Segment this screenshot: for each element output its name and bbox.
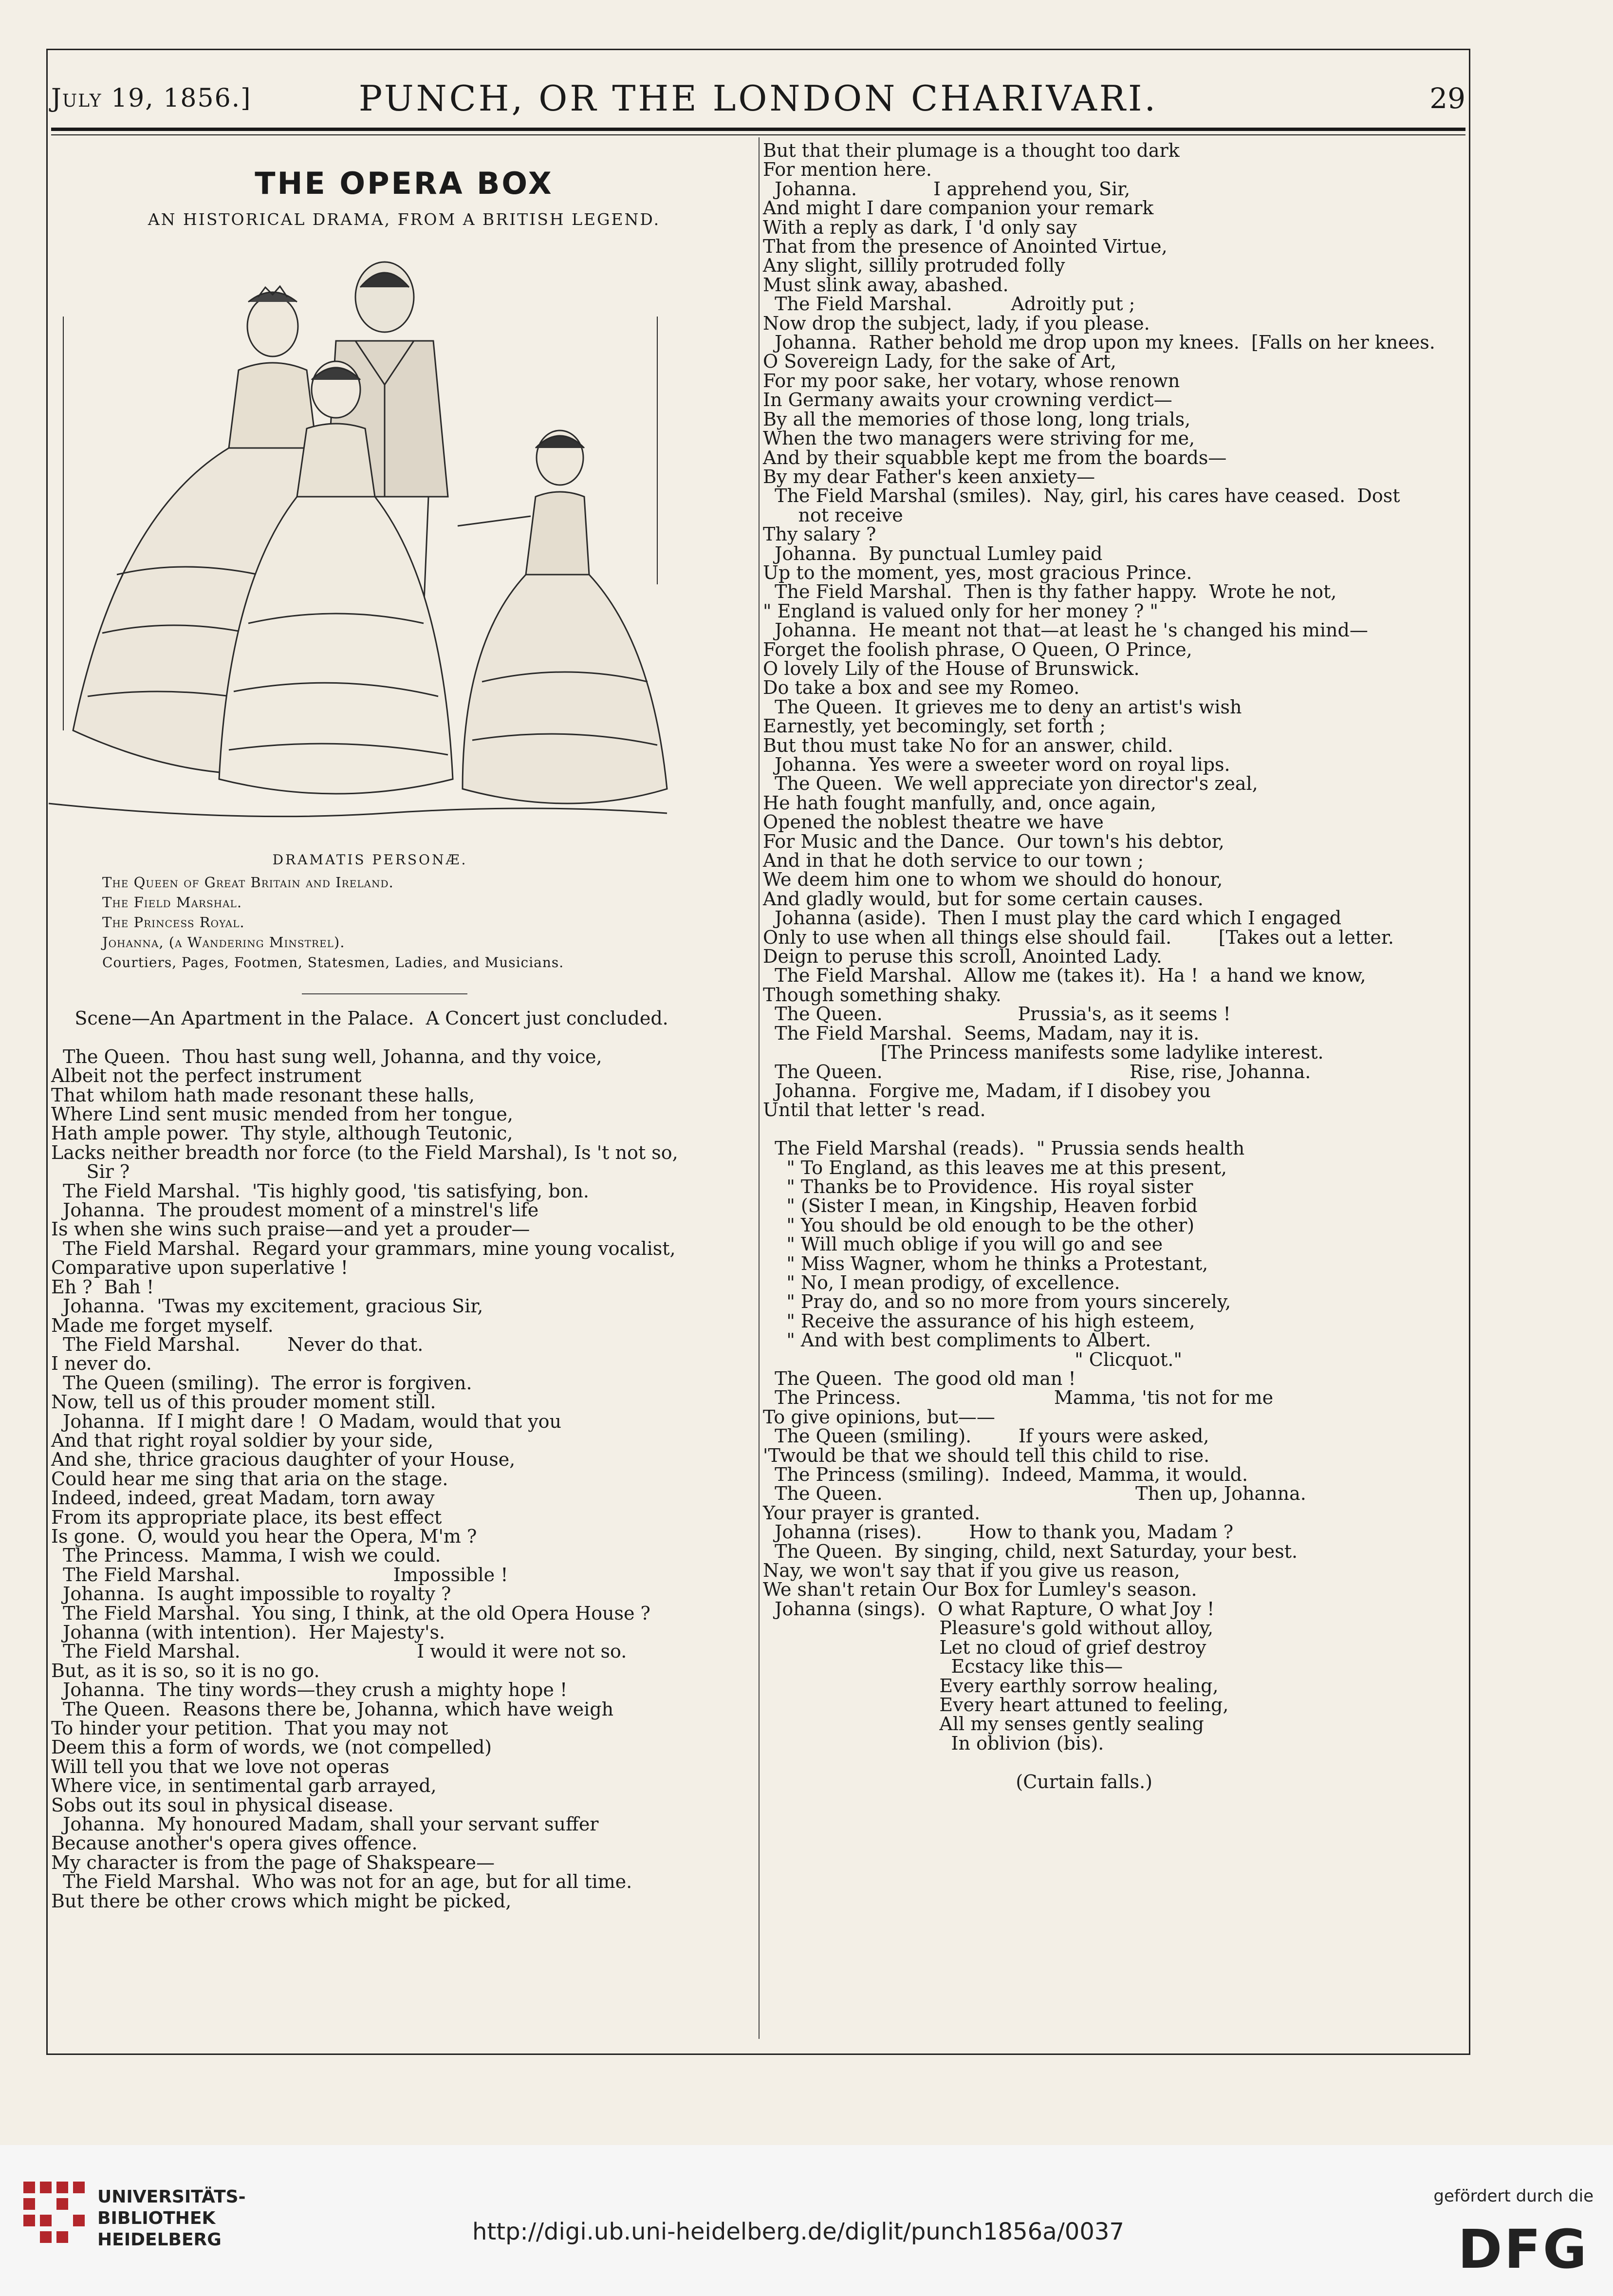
- text-line: " And with best compliments to Albert.: [763, 1329, 1151, 1351]
- text-line: " Receive the assurance of his high esteem,: [763, 1310, 1195, 1332]
- text-line: Johanna. He meant not that—at least he 's changed his mind—: [763, 619, 1368, 641]
- permalink-url[interactable]: http://digi.ub.uni-heidelberg.de/diglit/punch1856a/0037: [472, 2218, 1124, 2245]
- text-line: By all the memories of those long, long trials,: [763, 408, 1191, 430]
- text-line: O Sovereign Lady, for the sake of Art,: [763, 351, 1116, 373]
- persona-courtiers: Courtiers, Pages, Footmen, Statesmen, Ladies, and Musicians.: [102, 954, 564, 971]
- text-line: The Field Marshal (reads). " Prussia sends health: [763, 1138, 1245, 1159]
- text-line: " (Sister I mean, in Kingship, Heaven forbid: [763, 1195, 1198, 1217]
- text-line: The Queen. Thou hast sung well, Johanna, and thy voice,: [51, 1045, 602, 1067]
- text-line: Will tell you that we love not operas: [51, 1755, 389, 1777]
- text-line: Where Lind sent music mended from her tongue,: [51, 1103, 513, 1125]
- text-line: The Princess. Mamma, 'tis not for me: [763, 1387, 1274, 1409]
- text-line: The Queen. Rise, rise, Johanna.: [763, 1061, 1311, 1083]
- text-line: For my poor sake, her votary, whose renown: [763, 370, 1180, 392]
- text-line: Johanna. The tiny words—they crush a mighty hope !: [51, 1679, 568, 1701]
- text-line: The Princess. Mamma, I wish we could.: [51, 1545, 441, 1567]
- text-line: Scene—An Apartment in the Palace. A Concert just concluded.: [51, 1008, 668, 1029]
- text-line: Johanna. I apprehend you, Sir,: [763, 178, 1131, 200]
- text-line: The Field Marshal. Never do that.: [51, 1333, 424, 1355]
- text-line: In Germany awaits your crowning verdict—: [763, 389, 1172, 411]
- text-line: The Field Marshal. Who was not for an age, but for all time.: [51, 1871, 632, 1893]
- text-line: Up to the moment, yes, most gracious Prince.: [763, 561, 1192, 583]
- text-line: Hath ample power. Thy style, although Teutonic,: [51, 1122, 513, 1144]
- text-line: The Field Marshal. Impossible !: [51, 1564, 508, 1586]
- text-line: Eh ? Bah !: [51, 1276, 154, 1298]
- text-line: And gladly would, but for some certain causes.: [763, 888, 1204, 910]
- dfg-logo: DFG: [1458, 2218, 1589, 2280]
- header-rule-thin: [51, 134, 1465, 135]
- text-line: I never do.: [51, 1353, 152, 1375]
- text-line: Every heart attuned to feeling,: [763, 1694, 1229, 1716]
- text-line: The Field Marshal. Seems, Madam, nay it is.: [763, 1022, 1200, 1044]
- text-line: The Queen (smiling). If yours were asked,: [763, 1425, 1209, 1447]
- text-line: The Queen. By singing, child, next Saturday, your best.: [763, 1540, 1298, 1562]
- text-line: The Field Marshal. Regard your grammars, mine young vocalist,: [51, 1237, 676, 1259]
- text-line: The Field Marshal. 'Tis highly good, 'tis satisfying, bon.: [51, 1180, 590, 1202]
- text-line: (Curtain falls.): [763, 1771, 1153, 1792]
- text-line: For mention here.: [763, 159, 932, 181]
- text-line: " Will much oblige if you will go and see: [763, 1233, 1163, 1255]
- text-line: The Queen. We well appreciate yon director's zeal,: [763, 773, 1258, 795]
- text-line: For Music and the Dance. Our town's his debtor,: [763, 830, 1224, 852]
- sponsor-text: gefördert durch die: [1433, 2186, 1594, 2206]
- text-line: When the two managers were striving for me,: [763, 428, 1195, 449]
- text-line: Opened the noblest theatre we have: [763, 811, 1104, 833]
- text-line: All my senses gently sealing: [763, 1713, 1204, 1735]
- text-line: My character is from the page of Shakspeare—: [51, 1851, 495, 1873]
- text-line: Lacks neither breadth nor force (to the Field Marshal), Is 't not so,: [51, 1141, 678, 1163]
- text-line: But thou must take No for an answer, child.: [763, 734, 1173, 756]
- text-line: And in that he doth service to our town ;: [763, 850, 1144, 872]
- text-line: But there be other crows which might be picked,: [51, 1890, 512, 1912]
- page-frame-bottom: [46, 2053, 1470, 2055]
- text-line: Though something shaky.: [763, 984, 1001, 1006]
- text-line: Johanna (with intention). Her Majesty's.: [51, 1622, 445, 1643]
- text-line: Sir ?: [51, 1161, 130, 1183]
- text-line: We shan't retain Our Box for Lumley's season.: [763, 1579, 1197, 1601]
- text-line: " Pray do, and so no more from yours sincerely,: [763, 1291, 1231, 1313]
- text-line: The Queen. Prussia's, as it seems !: [763, 1003, 1231, 1025]
- text-line: Johanna (rises). How to thank you, Madam ?: [763, 1521, 1234, 1543]
- dramatis-personae: [102, 850, 638, 972]
- text-line: " You should be old enough to be the other): [763, 1214, 1195, 1236]
- engraving-illustration: [44, 243, 682, 847]
- article-subtitle: AN HISTORICAL DRAMA, FROM A BRITISH LEGEND.: [148, 210, 661, 229]
- text-line: Now, tell us of this prouder moment still.: [51, 1391, 436, 1413]
- text-line: not receive: [763, 504, 903, 526]
- text-line: " Clicquot.": [763, 1348, 1182, 1370]
- text-line: To hinder your petition. That you may not: [51, 1717, 448, 1739]
- text-line: O lovely Lily of the House of Brunswick.: [763, 657, 1140, 679]
- library-name-line2: BIBLIOTHEK: [97, 2208, 216, 2228]
- text-line: The Queen. It grieves me to deny an artist's wish: [763, 696, 1242, 718]
- page-frame-top: [46, 49, 1470, 50]
- text-line: Comparative upon superlative !: [51, 1257, 348, 1279]
- text-line: The Field Marshal (smiles). Nay, girl, his cares have ceased. Dost: [763, 485, 1400, 507]
- persona-princess: The Princess Royal.: [102, 914, 245, 931]
- text-line: Johanna. Rather behold me drop upon my knees. [Falls on her knees.: [763, 332, 1435, 354]
- text-line: Deign to peruse this scroll, Anointed Lady.: [763, 946, 1162, 968]
- article-title: THE OPERA BOX: [255, 166, 554, 201]
- text-line: Pleasure's gold without alloy,: [763, 1617, 1214, 1639]
- text-line: Made me forget myself.: [51, 1314, 274, 1336]
- text-line: Nay, we won't say that if you give us reason,: [763, 1560, 1180, 1582]
- text-line: From its appropriate place, its best effect: [51, 1506, 442, 1528]
- text-line: Where vice, in sentimental garb arrayed,: [51, 1775, 437, 1797]
- personae-rule: [302, 993, 467, 994]
- text-line: Ecstacy like this—: [763, 1656, 1123, 1678]
- personae-heading: DRAMATIS PERSONÆ.: [272, 852, 468, 868]
- library-name-line1: UNIVERSITÄTS-: [97, 2187, 246, 2207]
- text-line: With a reply as dark, I 'd only say: [763, 216, 1077, 238]
- text-line: [763, 1120, 1435, 1139]
- text-line: Sobs out its soul in physical disease.: [51, 1794, 394, 1816]
- text-line: Only to use when all things else should fail. [Takes out a letter.: [763, 926, 1394, 948]
- text-line: Indeed, indeed, great Madam, torn away: [51, 1487, 435, 1509]
- text-line: [51, 1028, 678, 1047]
- text-line: But, as it is so, so it is no go.: [51, 1660, 320, 1681]
- text-line: Johanna (sings). O what Rapture, O what Joy !: [763, 1598, 1215, 1620]
- text-line: Johanna. If I might dare ! O Madam, would that you: [51, 1410, 561, 1432]
- left-column-text: [51, 1009, 678, 1911]
- publication-title: PUNCH, OR THE LONDON CHARIVARI.: [358, 78, 1158, 119]
- text-line: Until that letter 's read.: [763, 1099, 986, 1121]
- text-line: Johanna. Yes were a sweeter word on royal lips.: [763, 754, 1230, 775]
- library-name: [97, 2186, 246, 2251]
- text-line: The Field Marshal. I would it were not so.: [51, 1641, 627, 1662]
- text-line: Could hear me sing that aria on the stage.: [51, 1468, 448, 1490]
- text-line: And by their squabble kept me from the boards—: [763, 447, 1227, 468]
- text-line: Johanna. Is aught impossible to royalty ?: [51, 1583, 451, 1605]
- text-line: Now drop the subject, lady, if you please.: [763, 312, 1150, 334]
- text-line: [The Princess manifests some ladylike interest.: [763, 1042, 1324, 1064]
- text-line: Johanna. Forgive me, Madam, if I disobey you: [763, 1080, 1211, 1101]
- text-line: Johanna. The proudest moment of a minstrel's life: [51, 1199, 539, 1221]
- issue-date: July 19, 1856.]: [51, 84, 252, 113]
- left-column-heading: [51, 161, 757, 229]
- text-line: Johanna. My honoured Madam, shall your servant suffer: [51, 1813, 599, 1835]
- text-line: Johanna (aside). Then I must play the card which I engaged: [763, 907, 1342, 929]
- library-name-line3: HEIDELBERG: [97, 2230, 222, 2250]
- text-line: And she, thrice gracious daughter of your House,: [51, 1449, 516, 1471]
- text-line: And might I dare companion your remark: [763, 197, 1154, 219]
- text-line: Deem this a form of words, we (not compelled): [51, 1736, 492, 1758]
- text-line: Your prayer is granted.: [763, 1502, 981, 1524]
- text-line: The Field Marshal. Then is thy father happy. Wrote he not,: [763, 581, 1337, 603]
- text-line: 'Twould be that we should tell this child to rise.: [763, 1444, 1210, 1466]
- university-library-logo: [19, 2177, 92, 2250]
- text-line: But that their plumage is a thought too dark: [763, 140, 1180, 161]
- text-line: By my dear Father's keen anxiety—: [763, 466, 1095, 487]
- digitization-footer: [0, 2145, 1613, 2296]
- text-line: Earnestly, yet becomingly, set forth ;: [763, 715, 1106, 737]
- text-line: Is when she wins such praise—and yet a prouder—: [51, 1218, 530, 1240]
- page-number: 29: [1429, 82, 1465, 115]
- text-line: [763, 1753, 1435, 1772]
- running-header: [51, 78, 1465, 122]
- page-frame-right: [1469, 49, 1470, 2055]
- text-line: The Princess (smiling). Indeed, Mamma, it would.: [763, 1464, 1248, 1486]
- persona-johanna: Johanna, (a Wandering Minstrel).: [102, 934, 345, 951]
- text-line: The Field Marshal. You sing, I think, at the old Opera House ?: [51, 1602, 650, 1624]
- header-rule-thick: [51, 128, 1465, 131]
- text-line: And that right royal soldier by your side,: [51, 1429, 434, 1451]
- text-line: " To England, as this leaves me at this present,: [763, 1157, 1227, 1178]
- text-line: " No, I mean prodigy, of excellence.: [763, 1271, 1120, 1293]
- text-line: To give opinions, but——: [763, 1406, 995, 1428]
- text-line: That from the presence of Anointed Virtue,: [763, 236, 1168, 258]
- text-line: The Queen. The good old man !: [763, 1368, 1076, 1389]
- text-line: Do take a box and see my Romeo.: [763, 677, 1080, 699]
- text-line: Every earthly sorrow healing,: [763, 1675, 1219, 1697]
- text-line: That whilom hath made resonant these halls,: [51, 1084, 475, 1106]
- text-line: In oblivion (bis).: [763, 1732, 1104, 1754]
- text-line: He hath fought manfully, and, once again,: [763, 792, 1156, 814]
- text-line: The Queen (smiling). The error is forgiven.: [51, 1372, 472, 1394]
- text-line: The Field Marshal. Allow me (takes it). Ha ! a hand we know,: [763, 965, 1366, 987]
- text-line: The Queen. Then up, Johanna.: [763, 1483, 1306, 1505]
- text-line: Johanna. 'Twas my excitement, gracious Sir,: [51, 1295, 483, 1317]
- text-line: The Queen. Reasons there be, Johanna, which have weigh: [51, 1698, 614, 1720]
- text-line: Thy salary ?: [763, 523, 876, 545]
- text-line: Johanna. By punctual Lumley paid: [763, 542, 1103, 564]
- text-line: Forget the foolish phrase, O Queen, O Prince,: [763, 638, 1192, 660]
- text-line: Let no cloud of grief destroy: [763, 1636, 1206, 1658]
- right-column-text: [763, 141, 1435, 1792]
- text-line: The Field Marshal. Adroitly put ;: [763, 293, 1135, 315]
- text-line: Because another's opera gives offence.: [51, 1832, 418, 1854]
- text-line: Albeit not the perfect instrument: [51, 1065, 362, 1087]
- text-line: Is gone. O, would you hear the Opera, M'm ?: [51, 1525, 477, 1547]
- persona-queen: The Queen of Great Britain and Ireland.: [102, 874, 394, 891]
- persona-field-marshal: The Field Marshal.: [102, 894, 242, 911]
- text-line: Must slink away, abashed.: [763, 274, 1009, 296]
- column-divider: [759, 137, 760, 2039]
- text-line: Any slight, sillily protruded folly: [763, 255, 1065, 277]
- text-line: " Thanks be to Providence. His royal sister: [763, 1176, 1193, 1197]
- text-line: " Miss Wagner, whom he thinks a Protestant,: [763, 1252, 1208, 1274]
- text-line: We deem him one to whom we should do honour,: [763, 869, 1223, 891]
- text-line: " England is valued only for her money ? ": [763, 600, 1158, 622]
